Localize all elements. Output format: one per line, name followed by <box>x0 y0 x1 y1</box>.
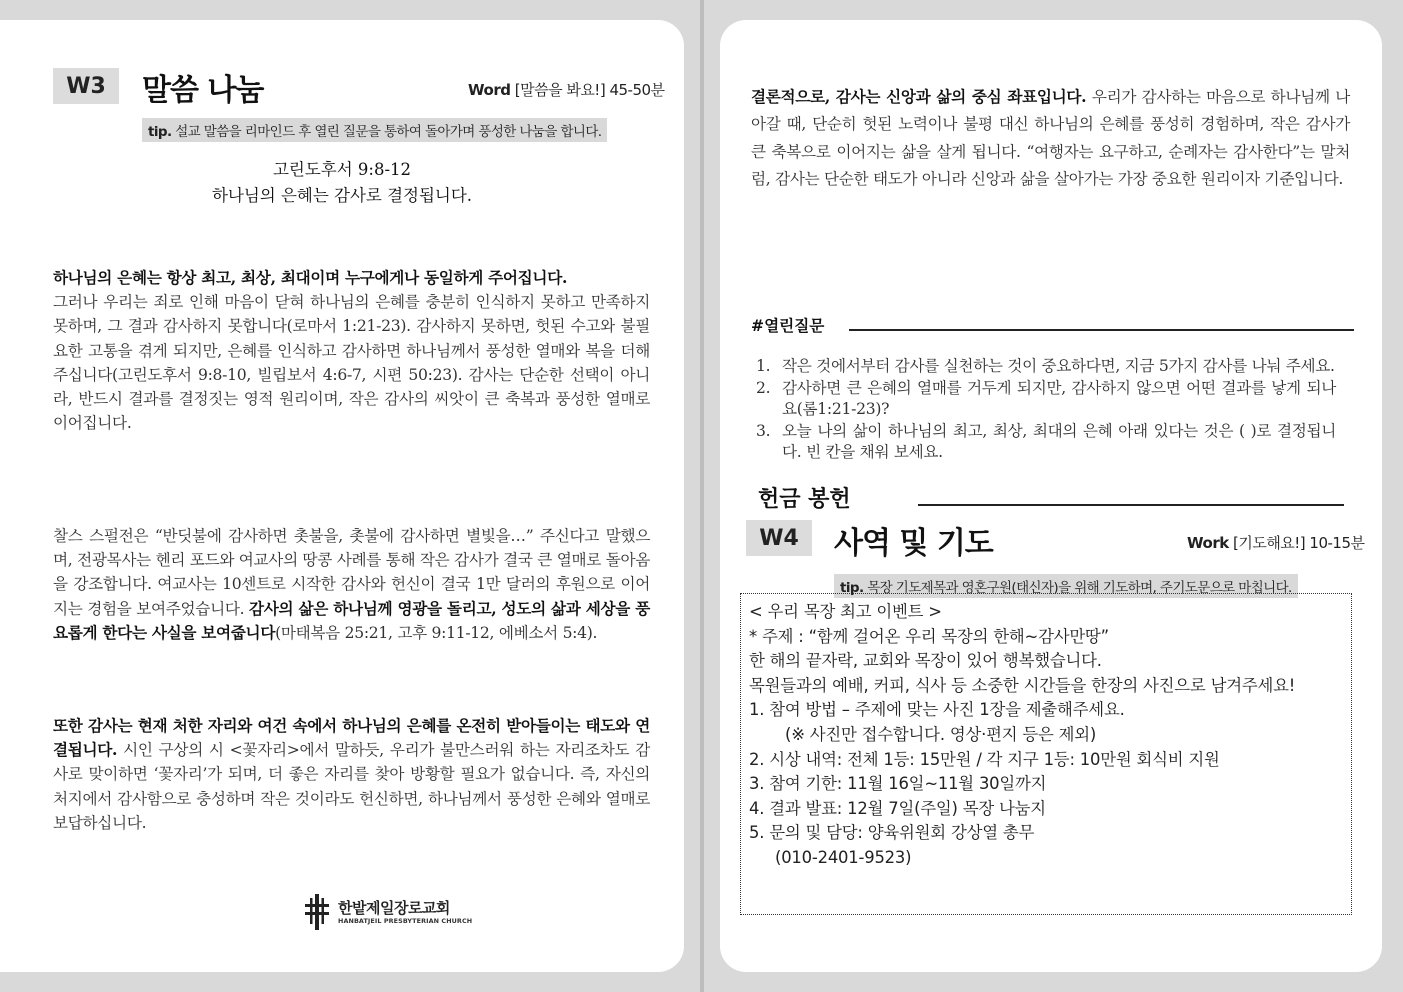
event-line-2: 목원들과의 예배, 커피, 식사 등 소중한 시간들을 한장의 사진으로 남겨주세요! <box>749 675 1296 695</box>
event-item-3: 3. 참여 기한: 11월 16일~11월 30일까지 <box>749 774 1047 794</box>
tip-text: 설교 말씀을 리마인드 후 열린 질문을 통하여 돌아가며 풍성한 나눔을 합니다. <box>175 124 602 140</box>
event-item-1: 1. 참여 방법 – 주제에 맞는 사진 1장을 제출해주세요. <box>749 700 1125 720</box>
open-questions-rule <box>849 329 1354 331</box>
question-number: 1. <box>756 357 771 375</box>
meta-bold: Word <box>468 81 511 99</box>
question-text: 작은 것에서부터 감사를 실천하는 것이 중요하다면, 지금 5가지 감사를 나눠 주세요. <box>782 357 1335 375</box>
event-item-1-note: (※ 사진만 접수합니다. 영상·편지 등은 제외) <box>785 724 1097 744</box>
question-item <box>756 378 1336 420</box>
section-meta <box>1187 532 1365 553</box>
conclusion-text: 우리가 감사하는 마음으로 하나님께 나아갈 때, 단순히 헛된 노력이나 불평 대신 하나님의 은혜를 풍성히 경험하며, 작은 감사가 큰 축복으로 이어지는 삶을 살게 됩니다. “여행자는 요구하고, 순례자는 감사한다”는 말처럼, 감사는 단순한 태도가 아니라 신앙과 삶을 살아가는 가장 중요한 원리이자 기준입니다. <box>751 88 1350 188</box>
section-title: 사역 및 기도 <box>834 526 993 561</box>
paragraph-2-bold: 감사의 삶은 하나님께 영광을 돌리고, 성도의 삶과 세상을 풍요롭게 한다는 사실을 보여줍니다 <box>53 598 650 642</box>
conclusion-bold: 결론적으로, 감사는 신앙과 삶의 중심 좌표입니다. <box>751 87 1087 106</box>
right-page <box>720 20 1382 972</box>
section-meta <box>468 79 665 100</box>
question-number: 3. <box>756 422 771 440</box>
paragraph-3-text: 시인 구상의 시 <꽃자리>에서 말하듯, 우리가 불만스러워 하는 자리조차도 감사로 맞이하면 ‘꽃자리’가 되며, 더 좋은 자리를 찾아 방황할 필요가 없습니다. 즉, 자신의 처지에서 감사함으로 충성하며 작은 것이라도 헌신하면, 하나님께서 풍성한 은혜와 열매로 보답하십니다. <box>53 741 650 832</box>
tip-label: tip. <box>840 580 864 596</box>
paragraph-2-text: 찰스 스펄전은 “반딧불에 감사하면 촛불을, 촛불에 감사하면 별빛을…” 주신다고 말했으며, 전광목사는 헨리 포드와 여교사의 땅콩 사례를 통해 작은 감사가 결국 큰 열매로 돌아옴을 강조합니다. 여교사는 10센트로 시작한 감사와 헌신이 결국 1만 달러의 후원으로 이어지는 경험을 보여주었습니다. <box>53 527 650 618</box>
tip-banner <box>142 118 607 142</box>
event-heading: < 우리 목장 최고 이벤트 > <box>749 602 942 621</box>
tip-label: tip. <box>148 124 172 140</box>
paragraph-1-bold: 하나님의 은혜는 항상 최고, 최상, 최대이며 누구에게나 동일하게 주어집니다. <box>53 268 568 287</box>
event-line-1: 한 해의 끝자락, 교회와 목장이 있어 행복했습니다. <box>749 651 1102 671</box>
question-text: 오늘 나의 삶이 하나님의 최고, 최상, 최대의 은혜 아래 있다는 것은 ( )로 결정됩니다. 빈 칸을 채워 보세요. <box>782 422 1336 461</box>
section-code-w3: W3 <box>53 68 119 104</box>
paragraph-2 <box>53 524 650 645</box>
church-logo <box>302 892 472 932</box>
event-box <box>740 593 1352 915</box>
question-number: 2. <box>756 379 771 397</box>
page-divider <box>700 0 704 992</box>
offering-label: 헌금 봉헌 <box>758 487 851 512</box>
cross-logo-icon <box>302 892 332 932</box>
event-item-2: 2. 시상 내역: 전체 1등: 15만원 / 각 지구 1등: 10만원 회식비 지원 <box>749 749 1220 769</box>
paragraph-3-bold: 또한 감사는 현재 처한 자리와 여건 속에서 하나님의 은혜를 온전히 받아들이는 태도와 연결됩니다. <box>53 716 650 760</box>
paragraph-1-text: 그러나 우리는 죄로 인해 마음이 닫혀 하나님의 은혜를 충분히 인식하지 못하고 만족하지 못하며, 그 결과 감사하지 못합니다(로마서 1:21-23). 감사하지 못하면, 헛된 수고와 불필요한 고통을 겪게 되지만, 은혜를 인식하고 감사하면 하나님께서 풍성한 열매와 복을 더해 주십니다(고린도후서 9:8-10, 빌립보서 4:6-7, 시편 50:23). 감사는 단순한 선택이 아니라, 반드시 결과를 결정짓는 영적 원리이며, 작은 감사의 씨앗이 큰 축복과 풍성한 열매로 이어집니다. <box>53 293 650 433</box>
tip-text: 목장 기도제목과 영혼구원(태신자)을 위해 기도하며, 주기도문으로 마칩니다. <box>867 580 1292 596</box>
paragraph-1 <box>53 266 650 435</box>
meta-rest: [말씀을 봐요!] 45-50분 <box>514 81 665 99</box>
section-title: 말씀 나눔 <box>142 73 264 108</box>
event-theme: * 주제 : “함께 걸어온 우리 목장의 한해~감사만땅” <box>749 626 1109 646</box>
left-page <box>0 20 684 972</box>
meta-rest: [기도해요!] 10-15분 <box>1232 534 1365 552</box>
event-item-5: 5. 문의 및 담당: 양육위원회 강상열 총무 <box>749 823 1035 843</box>
section-code-w4: W4 <box>746 520 812 556</box>
event-item-4: 4. 결과 발표: 12월 7일(주일) 목장 나눔지 <box>749 798 1046 818</box>
question-item <box>756 421 1336 463</box>
question-text: 감사하면 큰 은혜의 열매를 거두게 되지만, 감사하지 않으면 어떤 결과를 낳게 되나요(롬1:21-23)? <box>782 379 1336 418</box>
logo-english: HANBATJEIL PRESBYTERIAN CHURCH <box>338 917 473 925</box>
verse-reference: 고린도후서 9:8-12 <box>272 160 412 179</box>
meta-bold: Work <box>1187 534 1229 552</box>
paragraph-3 <box>53 714 650 835</box>
question-item <box>756 356 1336 377</box>
open-questions-label: #열린질문 <box>751 316 825 335</box>
paragraph-2-tail: (마태복음 25:21, 고후 9:11-12, 에베소서 5:4). <box>275 623 598 642</box>
verse-title: 하나님의 은혜는 감사로 결정됩니다. <box>211 186 473 205</box>
question-list <box>756 356 1336 464</box>
event-item-5-phone: (010-2401-9523) <box>775 847 912 867</box>
logo-korean: 한밭제일장로교회 <box>338 899 450 917</box>
conclusion-paragraph <box>751 83 1350 193</box>
offering-rule <box>918 504 1344 506</box>
